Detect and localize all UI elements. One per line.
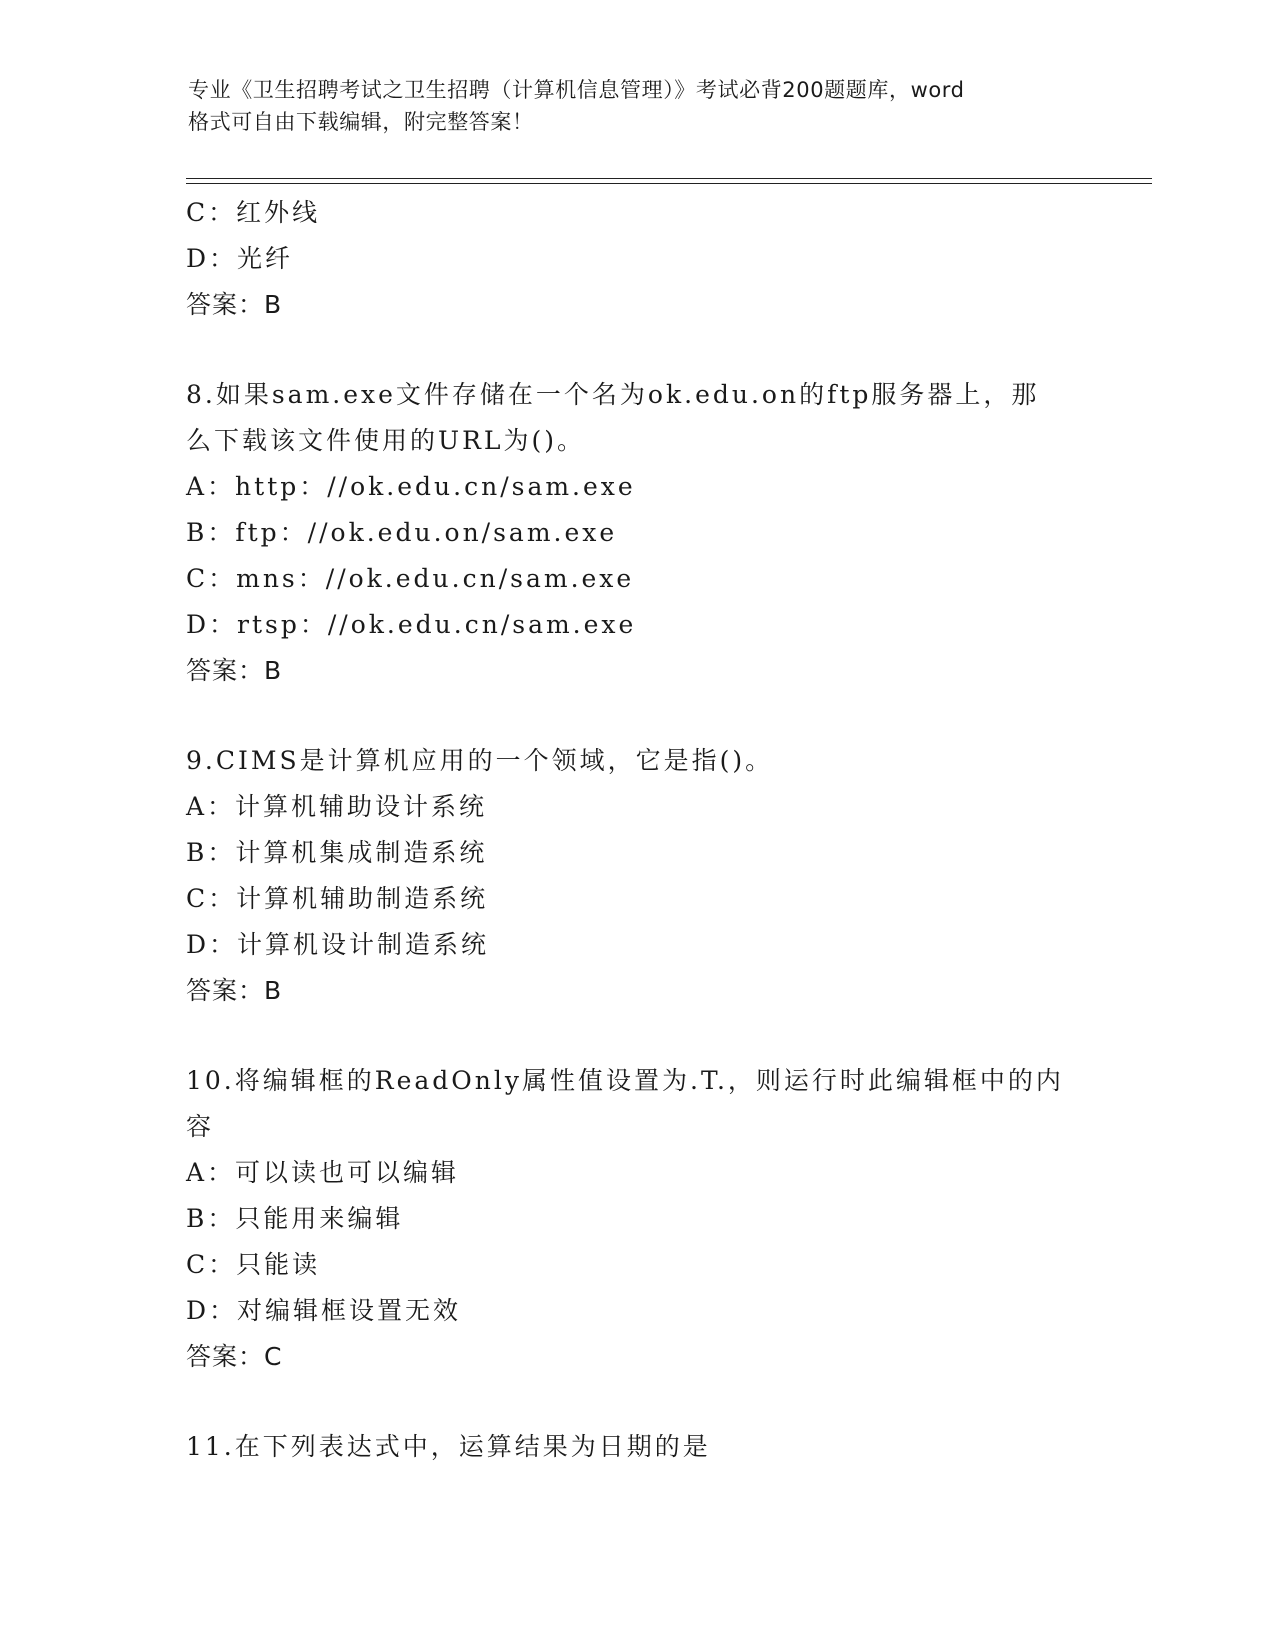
option-d: D：对编辑框设置无效 <box>186 1296 462 1325</box>
question-block-9 <box>186 738 1086 1014</box>
answer-line: 答案：B <box>186 656 283 685</box>
header-line-1: 专业《卫生招聘考试之卫生招聘（计算机信息管理）》考试必背200题题库，word <box>188 78 965 102</box>
question-block-7-partial <box>186 190 1086 328</box>
question-block-11 <box>186 1424 1086 1470</box>
option-d: D：rtsp：//ok.edu.cn/sam.exe <box>186 610 637 639</box>
answer-line: 答案：B <box>186 976 283 1005</box>
question-stem: 11.在下列表达式中，运算结果为日期的是 <box>186 1432 711 1461</box>
question-block-8 <box>186 372 1086 694</box>
question-stem: 9.CIMS是计算机应用的一个领域，它是指()。 <box>186 746 774 775</box>
spacer <box>186 328 1086 372</box>
option-b: B：ftp：//ok.edu.on/sam.exe <box>186 518 618 547</box>
question-stem-continued: 么下载该文件使用的URL为()。 <box>186 426 586 455</box>
option-a: A：计算机辅助设计系统 <box>186 792 488 821</box>
question-stem: 10.将编辑框的ReadOnly属性值设置为.T.，则运行时此编辑框中的内 <box>186 1066 1064 1095</box>
option-b: B：计算机集成制造系统 <box>186 838 488 867</box>
question-stem: 8.如果sam.exe文件存储在一个名为ok.edu.on的ftp服务器上，那 <box>186 380 1040 409</box>
option-c: C：红外线 <box>186 198 321 227</box>
option-a: A：可以读也可以编辑 <box>186 1158 460 1187</box>
question-stem-continued: 容 <box>186 1112 215 1141</box>
option-d: D：光纤 <box>186 244 294 273</box>
option-a: A：http：//ok.edu.cn/sam.exe <box>186 472 636 501</box>
header-divider-top <box>186 178 1152 179</box>
option-c: C：计算机辅助制造系统 <box>186 884 489 913</box>
option-c: C：只能读 <box>186 1250 321 1279</box>
spacer <box>186 694 1086 738</box>
document-header <box>188 74 1088 138</box>
option-b: B：只能用来编辑 <box>186 1204 404 1233</box>
spacer <box>186 1014 1086 1058</box>
spacer <box>186 1380 1086 1424</box>
answer-line: 答案：B <box>186 290 283 319</box>
header-divider-bottom <box>186 183 1152 184</box>
question-block-10 <box>186 1058 1086 1380</box>
option-d: D：计算机设计制造系统 <box>186 930 490 959</box>
document-body <box>186 190 1086 1470</box>
option-c: C：mns：//ok.edu.cn/sam.exe <box>186 564 635 593</box>
answer-line: 答案：C <box>186 1342 283 1371</box>
header-line-2: 格式可自由下载编辑，附完整答案！ <box>188 110 534 134</box>
